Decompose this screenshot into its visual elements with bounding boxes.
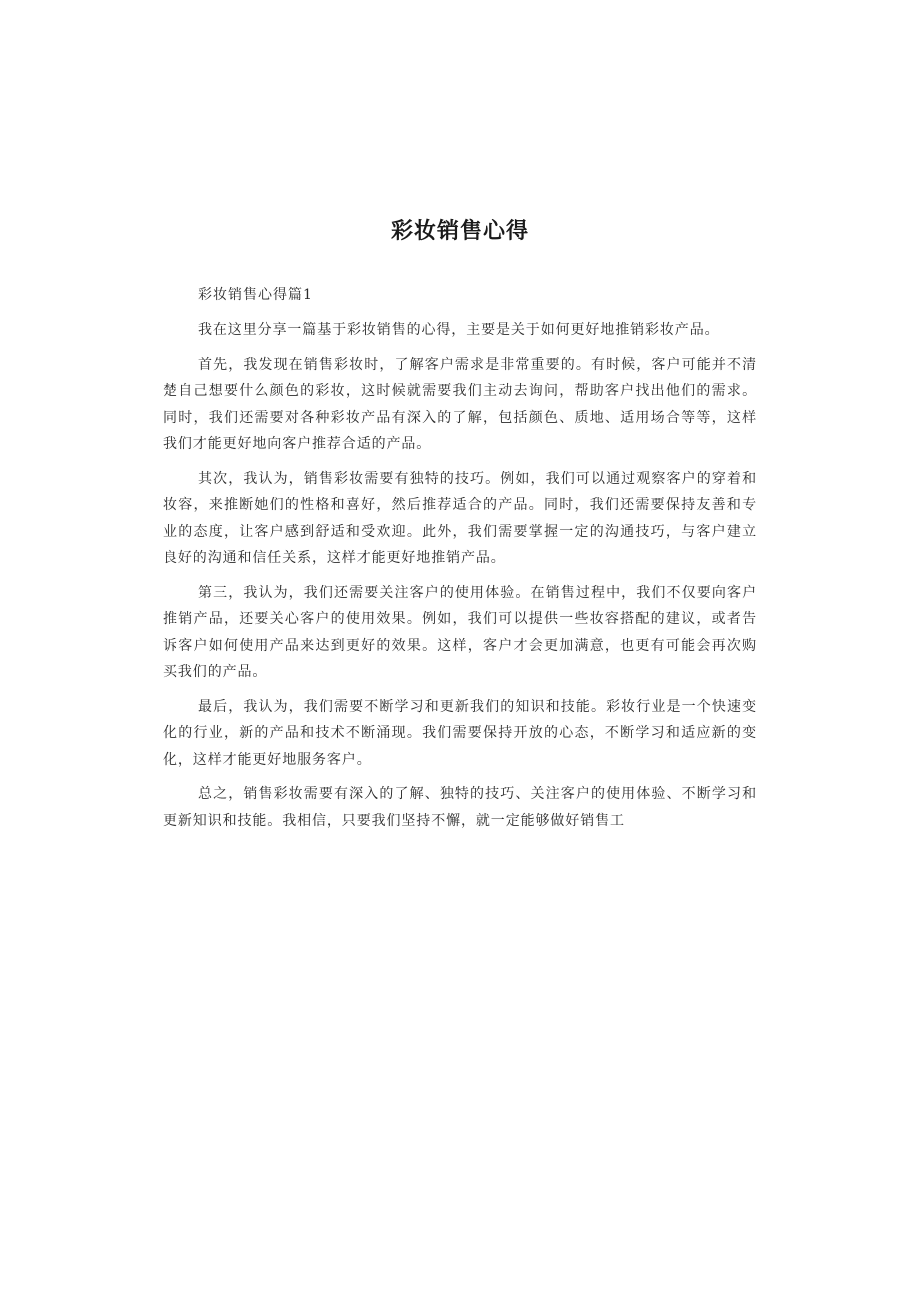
section-heading: 彩妆销售心得篇1: [198, 287, 313, 303]
paragraph-third-point: 第三，我认为，我们还需要关注客户的使用体验。在销售过程中，我们不仅要向客户推销产品，还要关心客户的使用效果。例如，我们可以提供一些妆容搭配的建议，或者告诉客户如何使用产品来达到更好的效果。这样，客户才会更加满意，也更有可能会再次购买我们的产品。: [163, 584, 757, 680]
paragraph-first-point: 首先，我发现在销售彩妆时，了解客户需求是非常重要的。有时候，客户可能并不清楚自己想要什么颜色的彩妆，这时候就需要我们主动去询问，帮助客户找出他们的需求。同时，我们还需要对各种彩妆产品有深入的了解，包括颜色、质地、适用场合等等，这样我们才能更好地向客户推荐合适的产品。: [163, 356, 757, 452]
document-title: 彩妆销售心得: [390, 219, 529, 244]
paragraph-conclusion: 总之，销售彩妆需要有深入的了解、独特的技巧、关注客户的使用体验、不断学习和更新知识和技能。我相信，只要我们坚持不懈，就一定能够做好销售工: [163, 786, 757, 829]
paragraph-second-point: 其次，我认为，销售彩妆需要有独特的技巧。例如，我们可以通过观察客户的穿着和妆容，来推断她们的性格和喜好，然后推荐适合的产品。同时，我们还需要保持友善和专业的态度，让客户感到舒适和受欢迎。此外，我们需要掌握一定的沟通技巧，与客户建立良好的沟通和信任关系，这样才能更好地推销产品。: [163, 470, 757, 566]
document-body: [163, 282, 757, 842]
paragraph-last-point: 最后，我认为，我们需要不断学习和更新我们的知识和技能。彩妆行业是一个快速变化的行业，新的产品和技术不断涌现。我们需要保持开放的心态，不断学习和适应新的变化，这样才能更好地服务客户。: [163, 698, 757, 768]
paragraph-intro: 我在这里分享一篇基于彩妆销售的心得，主要是关于如何更好地推销彩妆产品。: [198, 322, 720, 338]
